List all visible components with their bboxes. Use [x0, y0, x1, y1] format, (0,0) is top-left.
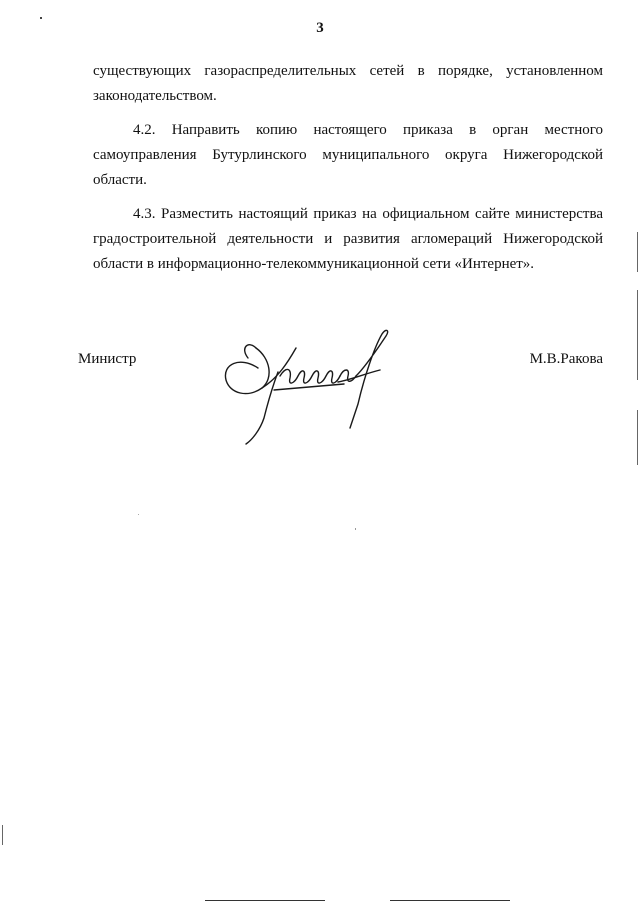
text-line: области.: [93, 172, 147, 188]
scan-edge-line: [637, 232, 638, 272]
scan-edge-line: [637, 290, 638, 380]
text-line: существующих газораспределительных сетей в порядке, установленном: [93, 63, 603, 79]
paragraph-4-3: [93, 202, 603, 277]
scan-bottom-rule: [205, 900, 325, 901]
scan-bottom-rule: [390, 900, 510, 901]
scan-speck: [138, 514, 139, 515]
text-line: области в информационно-телекоммуникационной сети «Интернет».: [93, 256, 535, 272]
text-line: градостроительной деятельности и развития агломераций Нижегородской: [93, 231, 603, 247]
scan-edge-line: [2, 825, 3, 845]
text-line: 4.2. Направить копию настоящего приказа в орган местного: [133, 122, 603, 138]
paragraph-continuation: [93, 59, 603, 109]
signer-title: Министр: [78, 351, 137, 367]
text-line: 4.3. Разместить настоящий приказ на официальном сайте министерства: [133, 206, 603, 222]
paragraph-4-2: [93, 118, 603, 193]
text-line: законодательством.: [93, 88, 217, 104]
scan-edge-line: [637, 410, 638, 465]
page-number: 3: [316, 20, 324, 36]
scan-speck: [355, 528, 356, 530]
signer-name: М.В.Ракова: [529, 351, 603, 367]
scan-speck: [40, 17, 42, 19]
document-body: [93, 59, 603, 286]
text-line: самоуправления Бутурлинского муниципального округа Нижегородской: [93, 147, 603, 163]
handwritten-signature: [218, 318, 398, 448]
